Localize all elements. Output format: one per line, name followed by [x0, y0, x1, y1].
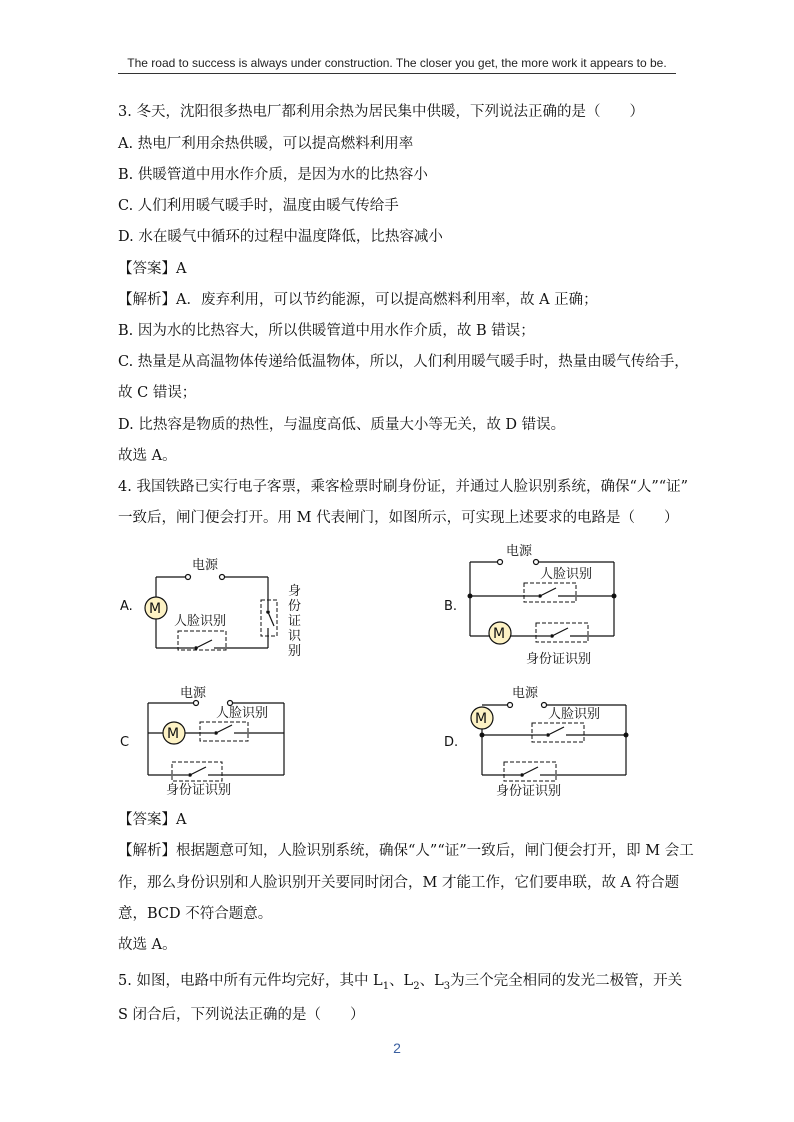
page-number: 2: [393, 1040, 401, 1056]
id-label-char: 份: [288, 599, 302, 614]
circuit-b: [440, 540, 640, 670]
q3-analysis-line: 故 C 错误；: [118, 385, 197, 401]
power-label: 电源: [180, 686, 207, 701]
q3-option-b: B. 供暖管道中用水作介质，是因为水的比热容小: [118, 167, 428, 183]
motor-label: M: [493, 626, 506, 642]
face-switch-box: [532, 723, 584, 742]
q4-answer: 【答案】A: [118, 812, 187, 828]
id-label: 身份证识别: [496, 784, 562, 799]
power-label: 电源: [512, 686, 539, 701]
q3-answer: 【答案】A: [118, 261, 187, 277]
q5-stem-line: 5. 如图，电路中所有元件均完好，其中 $L_1$、$L_2$、$L_3$为三个完全相同的发光二极管，开关: [118, 973, 683, 992]
q3-analysis-line: B. 因为水的比热容大，所以供暖管道中用水作介质，故 B 错误；: [118, 323, 535, 339]
power-label: 电源: [506, 544, 533, 559]
q4-analysis-line: 【解析】根据题意可知，人脸识别系统，确保“人”“证”一致后，闸门便会打开，即 M 会工: [118, 843, 694, 859]
id-label-char: 身: [288, 584, 302, 599]
face-label: 人脸识别: [540, 567, 593, 582]
q3-analysis-line: D. 比热容是物质的热性，与温度高低、质量大小等无关，故 D 错误。: [118, 417, 566, 433]
face-switch-box: [524, 583, 576, 602]
option-label-a: A.: [120, 599, 133, 614]
q4-analysis-line: 意，BCD 不符合题意。: [118, 906, 273, 922]
q3-analysis-line: C. 热量是从高温物体传递给低温物体，所以，人们利用暖气暖手时，热量由暖气传给手，: [118, 354, 689, 370]
q3-option-d: D. 水在暖气中循环的过程中温度降低，比热容减小: [118, 229, 443, 245]
page-header: The road to success is always under construction. The closer you get, the more work it appears to be.: [127, 56, 667, 70]
q3-analysis-line: 【解析】A．废弃利用，可以节约能源，可以提高燃料利用率，故 A 正确；: [118, 292, 598, 308]
face-label: 人脸识别: [174, 614, 227, 629]
q3-option-a: A. 热电厂利用余热供暖，可以提高燃料利用率: [118, 136, 414, 152]
q4-analysis-line: 作，那么身份识别和人脸识别开关要同时闭合，M 才能工作，它们要串联，故 A 符合题: [118, 875, 680, 891]
face-switch-box: [200, 722, 248, 741]
q5-stem-line: S 闭合后，下列说法正确的是（ ）: [118, 1007, 365, 1023]
power-label: 电源: [192, 558, 219, 573]
q3-option-c: C. 人们利用暖气暖手时，温度由暖气传给手: [118, 198, 399, 214]
face-label: 人脸识别: [548, 707, 601, 722]
q4-stem-line: 一致后，闸门便会打开。用 M 代表闸门，如图所示，可实现上述要求的电路是（ ）: [118, 510, 679, 526]
id-label-char: 证: [288, 614, 302, 629]
option-label-d: D.: [444, 735, 459, 750]
option-label-b: B.: [444, 599, 458, 614]
circuit-d: [440, 682, 640, 800]
q4-stem-line: 4. 我国铁路已实行电子客票，乘客检票时刷身份证，并通过人脸识别系统，确保“人”“证”: [118, 479, 689, 495]
q3-stem: 3. 冬天，沈阳很多热电厂都利用余热为居民集中供暖，下列说法正确的是（ ）: [118, 104, 644, 120]
id-label-char: 识: [288, 629, 302, 644]
id-label-char: 别: [288, 644, 302, 659]
q4-analysis-line: 故选 A。: [118, 937, 177, 953]
id-label: 身份证识别: [166, 783, 232, 798]
circuit-a: [116, 552, 316, 662]
header-rule: [118, 73, 676, 74]
face-switch-box: [178, 631, 226, 650]
q3-analysis-line: 故选 A。: [118, 448, 177, 464]
face-label: 人脸识别: [216, 706, 269, 721]
id-switch-box: [536, 623, 588, 642]
option-label-c: C: [120, 735, 130, 750]
motor-label: M: [149, 601, 162, 617]
id-switch-box: [261, 600, 277, 636]
id-label: 身份证识别: [526, 652, 592, 667]
circuit-c: [116, 682, 316, 800]
motor-label: M: [475, 711, 488, 727]
motor-label: M: [167, 726, 180, 742]
